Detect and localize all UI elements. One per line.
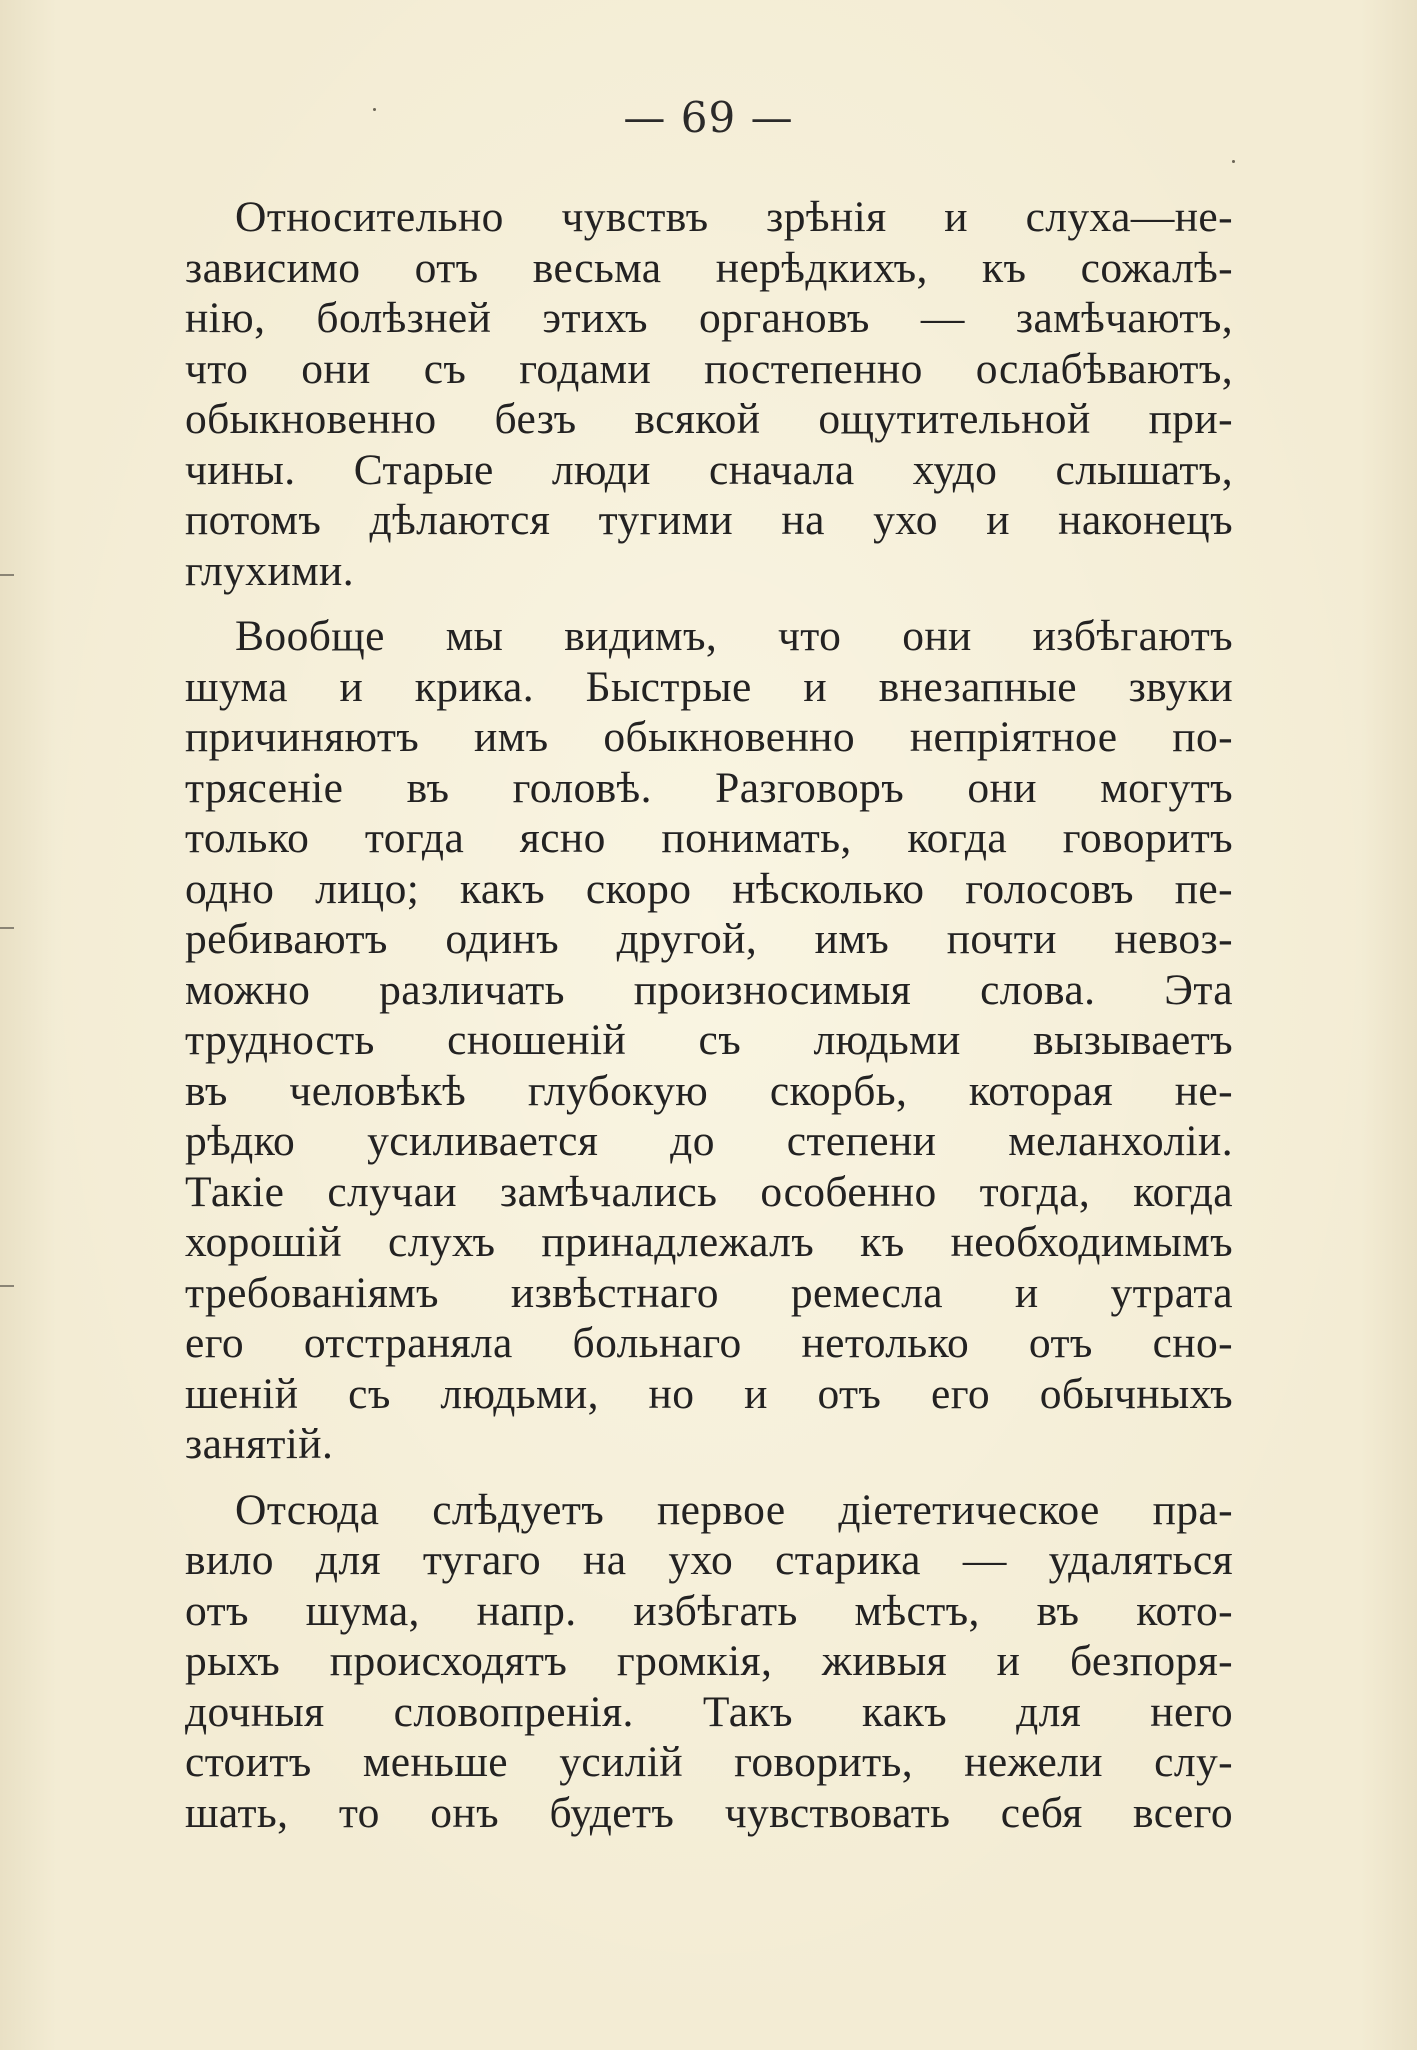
text-line: трясеніе въ головѣ. Разговоръ они могутъ: [185, 763, 1233, 812]
text-line: рыхъ происходятъ громкія, живыя и безпоря-: [185, 1637, 1233, 1685]
text-line: нію, болѣзней этихъ органовъ — замѣчаютъ,: [185, 294, 1233, 342]
text-line: что они съ годами постепенно ослабѣваютъ,: [185, 344, 1233, 393]
text-line: хорошій слухъ принадлежалъ къ необходимымъ: [185, 1218, 1233, 1266]
text-line: только тогда ясно понимать, когда говоритъ: [185, 814, 1233, 862]
text-line: причиняютъ имъ обыкновенно непріятное по-: [185, 713, 1233, 761]
ink-speck: [373, 108, 376, 111]
text-line: трудность сношеній съ людьми вызываетъ: [185, 1016, 1233, 1064]
text-line: занятій.: [185, 1420, 334, 1468]
paragraph-gap: [185, 1470, 1233, 1485]
text-line: стоитъ меньше усилій говорить, нежели слу-: [185, 1738, 1233, 1786]
text-line: Такіе случаи замѣчались особенно тогда, когда: [185, 1167, 1233, 1216]
text-line: Относительно чувствъ зрѣнія и слуха—не-: [235, 193, 1233, 241]
text-line: потомъ дѣлаются тугими на ухо и наконецъ: [185, 496, 1233, 544]
text-body: [185, 192, 1233, 1838]
text-line: въ человѣкѣ глубокую скорбь, которая не-: [185, 1066, 1233, 1115]
margin-mark: [0, 1285, 14, 1287]
text-line: глухими.: [185, 546, 355, 595]
paragraph-1: [185, 192, 1233, 596]
text-line: Вообще мы видимъ, что они избѣгаютъ: [235, 612, 1233, 660]
ink-speck: [1232, 160, 1235, 163]
text-line: одно лицо; какъ скоро нѣсколько голосовъ пе-: [185, 864, 1233, 913]
text-line: отъ шума, напр. избѣгать мѣстъ, въ кото-: [185, 1586, 1233, 1635]
paragraph-gap: [185, 596, 1233, 611]
margin-mark: [0, 927, 14, 929]
margin-mark: [0, 574, 14, 576]
text-line: рѣдко усиливается до степени меланхоліи.: [185, 1117, 1233, 1165]
text-line: его отстраняла больнаго нетолько отъ сно-: [185, 1319, 1233, 1367]
text-line: шума и крика. Быстрые и внезапные звуки: [185, 662, 1233, 711]
text-line: ребиваютъ одинъ другой, имъ почти невоз-: [185, 915, 1233, 963]
text-line: дочныя словопренія. Такъ какъ для него: [185, 1687, 1233, 1736]
paragraph-2: [185, 611, 1233, 1470]
text-line: шать, то онъ будетъ чувствовать себя всего: [185, 1788, 1233, 1837]
page-number: — 69 —: [623, 93, 794, 142]
text-line: вило для тугаго на ухо старика — удаляться: [185, 1536, 1233, 1584]
text-line: шеній съ людьми, но и отъ его обычныхъ: [185, 1369, 1233, 1418]
text-line: зависимо отъ весьма нерѣдкихъ, къ сожалѣ-: [185, 243, 1233, 292]
text-line: можно различать произносимыя слова. Эта: [185, 965, 1233, 1014]
text-line: обыкновенно безъ всякой ощутительной при-: [185, 395, 1233, 443]
text-line: чины. Старые люди сначала худо слышатъ,: [185, 445, 1233, 494]
paragraph-3: [185, 1485, 1233, 1839]
text-line: Отсюда слѣдуетъ первое діететическое пра-: [235, 1485, 1233, 1534]
text-line: требованіямъ извѣстнаго ремесла и утрата: [185, 1268, 1233, 1317]
